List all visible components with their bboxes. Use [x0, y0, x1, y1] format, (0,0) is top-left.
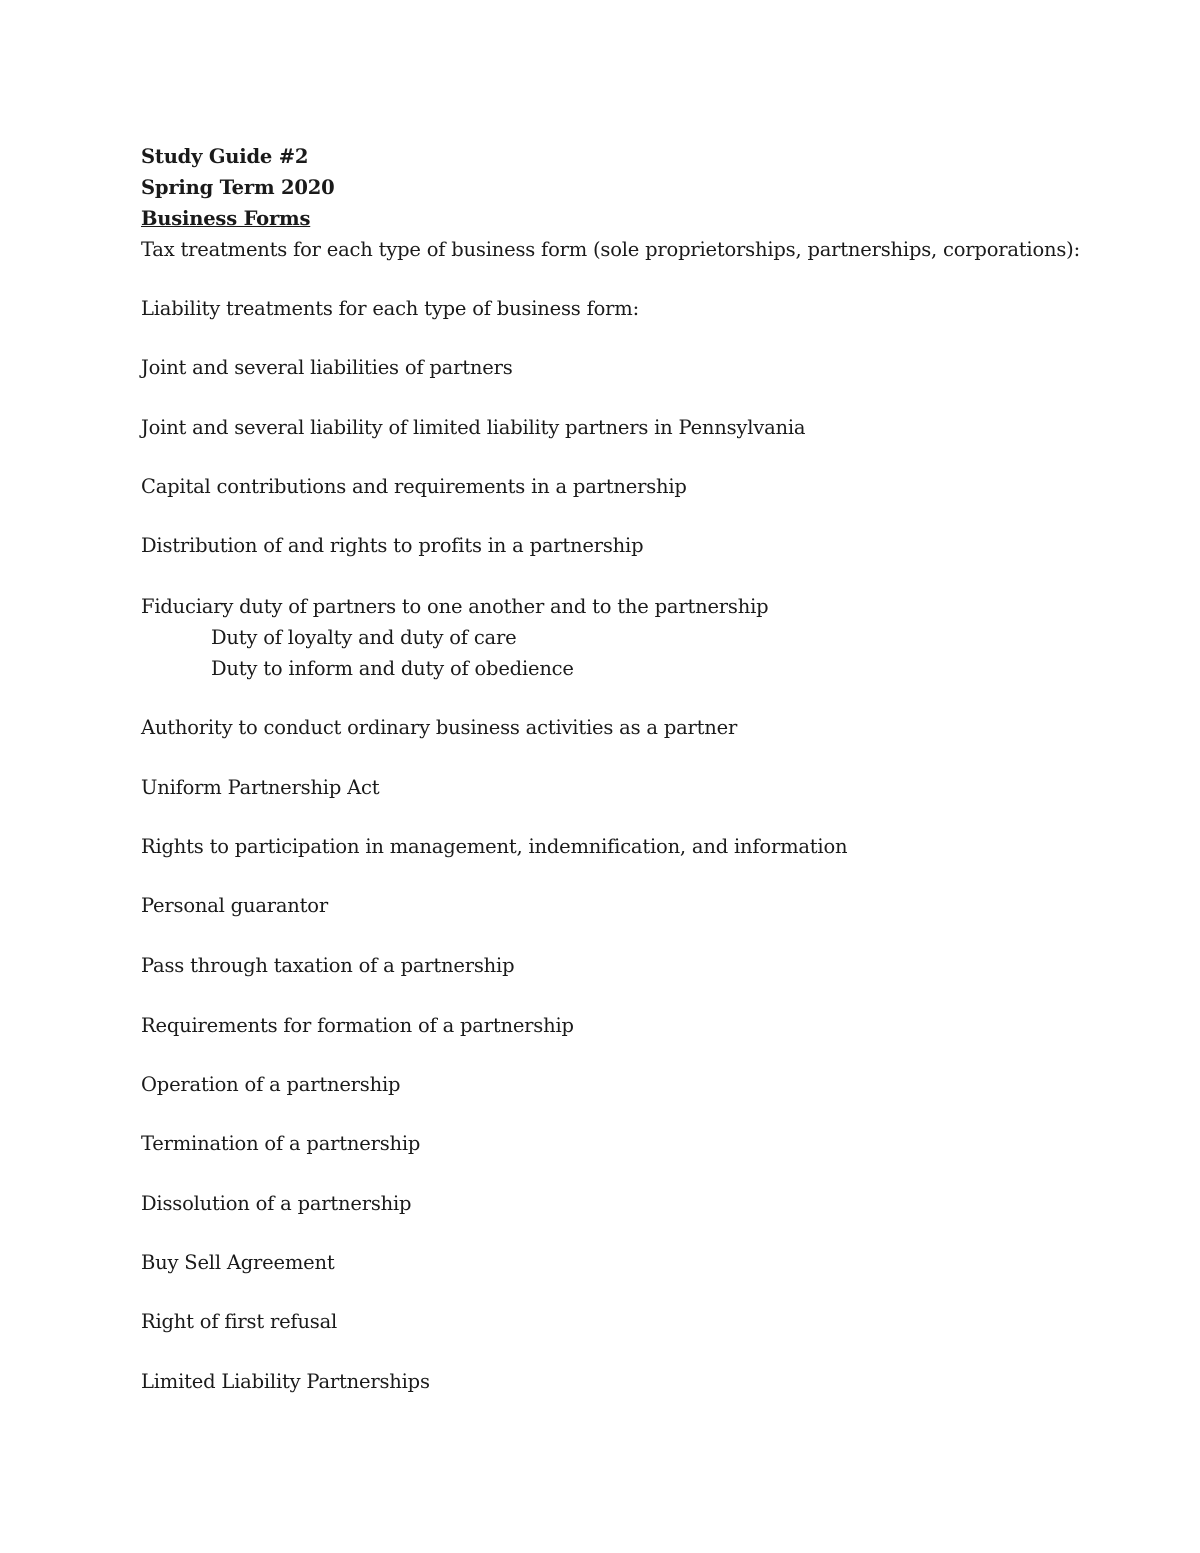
- study-item: Personal guarantor: [141, 894, 328, 917]
- study-item: Requirements for formation of a partnership: [141, 1014, 574, 1037]
- study-item: Buy Sell Agreement: [141, 1251, 335, 1274]
- study-item: Distribution of and rights to profits in a partnership: [141, 534, 644, 557]
- study-item: Liability treatments for each type of business form:: [141, 297, 639, 320]
- study-item: Authority to conduct ordinary business activities as a partner: [141, 716, 738, 739]
- study-item: Operation of a partnership: [141, 1073, 401, 1096]
- study-item: Joint and several liabilities of partners: [141, 356, 513, 379]
- document-title: Study Guide #2: [141, 145, 309, 168]
- section-heading: Business Forms: [141, 207, 311, 230]
- term-label: Spring Term 2020: [141, 176, 335, 199]
- study-item: Limited Liability Partnerships: [141, 1370, 430, 1393]
- study-item: Termination of a partnership: [141, 1132, 421, 1155]
- study-item: Rights to participation in management, indemnification, and information: [141, 835, 848, 858]
- study-item: Fiduciary duty of partners to one another and to the partnership: [141, 595, 769, 618]
- study-item: Dissolution of a partnership: [141, 1192, 412, 1215]
- study-item: Joint and several liability of limited liability partners in Pennsylvania: [141, 416, 806, 439]
- study-item: Right of first refusal: [141, 1310, 338, 1333]
- study-item: Tax treatments for each type of business form (sole proprietorships, partnerships, corporations):: [141, 238, 1080, 261]
- study-sub-item: Duty of loyalty and duty of care: [211, 626, 517, 649]
- study-item: Pass through taxation of a partnership: [141, 954, 515, 977]
- study-item: Uniform Partnership Act: [141, 776, 380, 799]
- study-sub-item: Duty to inform and duty of obedience: [211, 657, 574, 680]
- study-item: Capital contributions and requirements in a partnership: [141, 475, 687, 498]
